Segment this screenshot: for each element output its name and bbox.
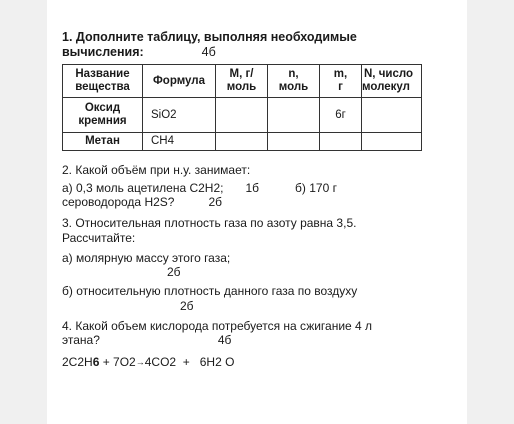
header-amount: n, моль <box>268 65 320 98</box>
cell-formula: CH4 <box>143 133 216 151</box>
header-molecules: N, число молекул <box>362 65 422 98</box>
task3-title-cont: Рассчитайте: <box>62 231 136 245</box>
task3-part-a: а) молярную массу этого газа; <box>62 251 231 265</box>
chemistry-table <box>62 64 422 151</box>
cell-molecules <box>362 133 422 151</box>
task4-title-line2: этана? <box>62 333 100 347</box>
task1-title-line2: вычисления: <box>62 45 144 59</box>
task2-part-b-cont: сероводорода H2S? <box>62 195 175 209</box>
table-header-row <box>63 65 422 98</box>
cell-mass <box>320 133 362 151</box>
cell-substance: Оксид кремния <box>63 98 143 133</box>
task4-title: 4. Какой объем кислорода потребуется на сжигание 4 л <box>62 319 373 333</box>
task1-heading <box>62 30 392 60</box>
cell-molecules <box>362 98 422 133</box>
cell-mass: 6г <box>320 98 362 133</box>
reaction-arrow-icon: → <box>135 357 145 367</box>
task1-points: 4б <box>201 45 216 59</box>
task2-line-b <box>62 195 222 209</box>
header-molar-mass: M, г/ моль <box>216 65 268 98</box>
task2-points-b: 2б <box>208 195 223 209</box>
cell-molar-mass <box>216 133 268 151</box>
header-mass: m, г <box>320 65 362 98</box>
task3-title: 3. Относительная плотность газа по азоту равна 3,5. <box>62 216 357 230</box>
task2-part-a: а) 0,3 моль ацетилена C2H2; <box>62 181 224 195</box>
cell-amount <box>268 98 320 133</box>
table-row <box>63 133 422 151</box>
cell-substance: Метан <box>63 133 143 151</box>
table-row <box>63 98 422 133</box>
task2-line-a <box>62 181 337 195</box>
task4-equation: 2C2H6 + 7O2→4CO2 + 6H2 O <box>62 355 235 369</box>
task2-points-a: 1б <box>245 181 260 195</box>
header-substance: Название вещества <box>63 65 143 98</box>
task4-title-cont <box>62 333 231 347</box>
task3-points-a: 2б <box>167 265 181 279</box>
cell-formula: SiO2 <box>143 98 216 133</box>
cell-amount <box>268 133 320 151</box>
task4-points: 4б <box>217 333 232 347</box>
task3-points-b: 2б <box>180 299 194 313</box>
header-formula: Формула <box>143 65 216 98</box>
task3-part-b: б) относительную плотность данного газа по воздуху <box>62 284 358 298</box>
task2-title: 2. Какой объём при н.у. занимает: <box>62 163 251 177</box>
task1-title-line1: 1. Дополните таблицу, выполняя необходимые <box>62 30 357 44</box>
cell-molar-mass <box>216 98 268 133</box>
task2-part-b: б) 170 г <box>295 181 337 195</box>
